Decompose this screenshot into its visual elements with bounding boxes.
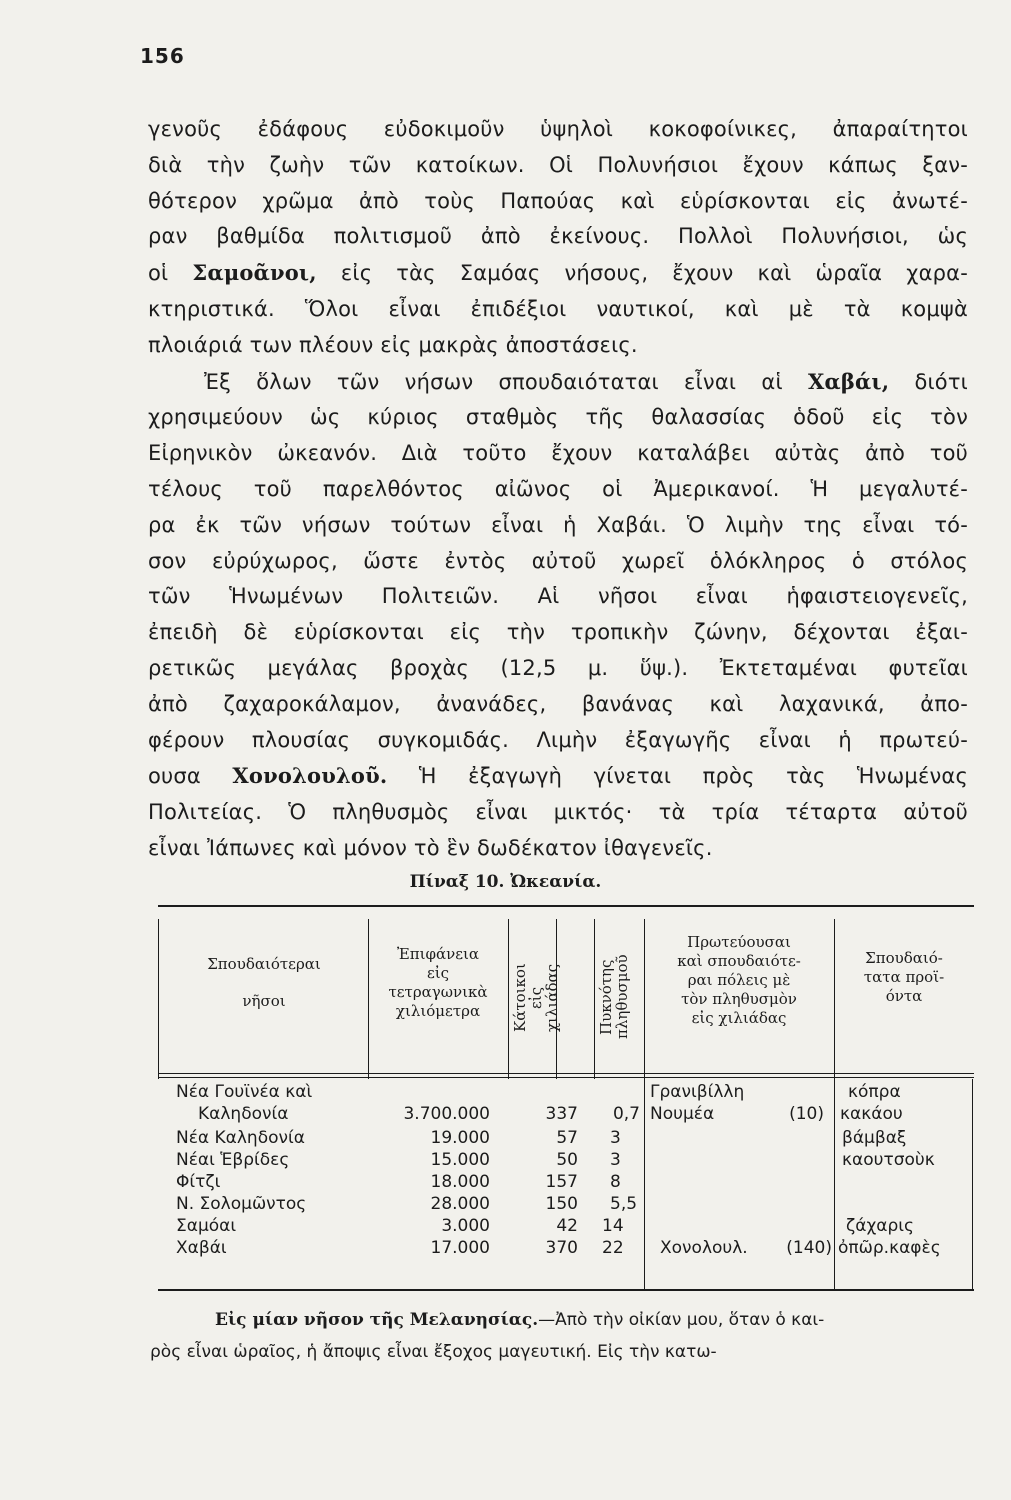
text-fragment: Ἐξ ὅλων τῶν νήσων σπουδαιόταται εἶναι αἱ bbox=[204, 369, 808, 394]
header-line: πληθυσμοῦ bbox=[613, 954, 631, 1040]
header-capitals bbox=[646, 933, 832, 1028]
text-line: γενοῦς ἐδάφους εὐδοκιμοῦν ὑψηλοὶ κοκοφοίνικες, ἀπαραίτητοι bbox=[148, 117, 968, 141]
text-line: Πολιτείας. Ὁ πληθυσμὸς εἶναι μικτός· τὰ τρία τέταρτα αὐτοῦ bbox=[148, 800, 968, 825]
cell-area: 28.000 bbox=[430, 1194, 490, 1214]
table-bottom-rule bbox=[158, 1289, 974, 1291]
column-divider bbox=[508, 919, 509, 1079]
cell-island: Χαβάι bbox=[176, 1238, 227, 1258]
header-line: όντα bbox=[885, 987, 923, 1005]
header-line: Σπουδαιότεραι bbox=[207, 955, 321, 973]
cell-product: κακάου bbox=[840, 1104, 903, 1124]
text-fragment: εἰς τὰς Σαμόας νήσους, ἔχουν καὶ ὡραῖα χαρα- bbox=[316, 261, 968, 286]
cell-area: 15.000 bbox=[430, 1150, 490, 1170]
header-line: τατα προϊ- bbox=[863, 968, 945, 986]
cell-inhabitants: 50 bbox=[556, 1150, 578, 1170]
text-line bbox=[215, 1304, 970, 1336]
text-fragment: —Ἀπὸ τὴν οἰκίαν μου, ὅταν ὁ και- bbox=[538, 1310, 825, 1330]
cell-inhabitants: 42 bbox=[556, 1216, 578, 1236]
text-line: θότερον χρῶμα ἀπὸ τοὺς Παπούας καὶ εὑρίσκονται εἰς ἀνωτέ- bbox=[148, 188, 968, 213]
cell-product: καουτσοὺκ bbox=[842, 1150, 935, 1170]
cell-area: 18.000 bbox=[430, 1172, 490, 1192]
cell-capital: Γρανιβίλλη bbox=[650, 1082, 745, 1102]
header-line: εἰς bbox=[527, 986, 545, 1010]
text-line: Εἰρηνικὸν ὠκεανόν. Διὰ τοῦτο ἔχουν καταλάβει αὐτὰς ἀπὸ τοῦ bbox=[148, 441, 968, 466]
column-divider bbox=[644, 919, 645, 1079]
cell-density: 14 bbox=[602, 1216, 624, 1236]
cell-island: Νέα Γουϊνέα καὶ bbox=[176, 1082, 313, 1102]
header-divider-rule bbox=[158, 1077, 974, 1078]
cell-capital-pop: (10) bbox=[789, 1104, 824, 1124]
column-divider bbox=[594, 919, 595, 1079]
bold-term: Χαβάι, bbox=[807, 368, 890, 394]
text-line: διὰ τὴν ζωὴν τῶν κατοίκων. Οἱ Πολυνήσιοι ἔχουν κάπως ξαν- bbox=[148, 152, 968, 177]
text-line: πλοιάριά των πλέουν εἰς μακρὰς ἀποστάσεις. bbox=[148, 332, 638, 357]
cell-island: Ν. Σολομῶντος bbox=[176, 1194, 307, 1214]
text-line: εἶναι Ἰάπωνες καὶ μόνον τὸ ἓν δωδέκατον ἰθαγενεῖς. bbox=[148, 835, 713, 860]
cell-product: κόπρα bbox=[848, 1082, 901, 1102]
cell-area: 3.700.000 bbox=[403, 1104, 490, 1124]
bold-term: Εἰς μίαν νῆσον τῆς Μελανησίας. bbox=[215, 1310, 539, 1330]
header-line: χιλιάδας bbox=[543, 963, 561, 1033]
header-line: τὸν πληθυσμὸν bbox=[681, 990, 797, 1008]
text-line: ἀπὸ ζαχαροκάλαμον, ἀνανάδες, βανάνας καὶ λαχανικά, ἀπο- bbox=[148, 691, 968, 716]
bold-term: Σαμοᾶνοι, bbox=[192, 260, 317, 286]
ocean-islands-table bbox=[158, 905, 974, 1291]
cell-capital: Νουμέα bbox=[650, 1104, 715, 1124]
cell-area: 17.000 bbox=[430, 1238, 490, 1258]
body-text bbox=[148, 112, 968, 867]
text-line: κτηριστικά. Ὅλοι εἶναι ἐπιδέξιοι ναυτικοί, καὶ μὲ τὰ κομψὰ bbox=[148, 296, 968, 321]
cell-density: 8 bbox=[610, 1172, 621, 1192]
cell-island: Φίτζι bbox=[176, 1172, 221, 1192]
cell-capital-pop: (140) bbox=[786, 1238, 832, 1258]
text-line: χρησιμεύουν ὡς κύριος σταθμὸς τῆς θαλασσίας ὁδοῦ εἰς τὸν bbox=[148, 405, 968, 430]
header-line: Πρωτεύουσαι bbox=[687, 933, 791, 951]
text-line: τῶν Ἡνωμένων Πολιτειῶν. Αἱ νῆσοι εἶναι ἡφαιστειογενεῖς, bbox=[148, 584, 968, 609]
text-line: σον εὐρύχωρος, ὥστε ἐντὸς αὐτοῦ χωρεῖ ὁλόκληρος ὁ στόλος bbox=[148, 548, 968, 573]
header-inhabitants bbox=[511, 933, 561, 1063]
column-divider bbox=[834, 919, 835, 1079]
cell-inhabitants: 57 bbox=[556, 1128, 578, 1148]
cell-capital: Χονολουλ. bbox=[660, 1238, 748, 1258]
cell-inhabitants: 150 bbox=[545, 1194, 578, 1214]
cell-island: Σαμόαι bbox=[176, 1216, 237, 1236]
cell-inhabitants: 157 bbox=[545, 1172, 578, 1192]
text-line bbox=[148, 758, 968, 795]
text-fragment: ουσα bbox=[148, 764, 233, 789]
cell-island: Νέα Καληδονία bbox=[176, 1128, 305, 1148]
text-fragment: Ἡ ἐξαγωγὴ γίνεται πρὸς τὰς Ἡνωμένας bbox=[387, 764, 969, 789]
page-number: 156 bbox=[140, 44, 185, 68]
header-islands bbox=[162, 955, 366, 1011]
text-line: τέλους τοῦ παρελθόντος αἰῶνος οἱ Ἀμερικανοί. Ἡ μεγαλυτέ- bbox=[148, 476, 968, 501]
cell-product: ζάχαρις bbox=[846, 1216, 914, 1236]
text-line: ρα ἐκ τῶν νήσων τούτων εἶναι ἡ Χαβάι. Ὁ λιμὴν της εἶναι τό- bbox=[148, 512, 968, 537]
header-line: εἰς χιλιάδας bbox=[691, 1009, 787, 1027]
table-caption: Πίναξ 10. Ὠκεανία. bbox=[409, 872, 602, 892]
header-divider-rule bbox=[158, 1073, 974, 1074]
column-divider bbox=[158, 919, 159, 1079]
text-line: ραν βαθμίδα πολιτισμοῦ ἀπὸ ἐκείνους. Πολλοὶ Πολυνήσιοι, ὡς bbox=[148, 224, 968, 249]
header-products bbox=[836, 949, 972, 1006]
header-density bbox=[598, 929, 638, 1065]
header-area bbox=[370, 945, 506, 1021]
cell-island: Καληδονία bbox=[198, 1104, 289, 1124]
header-line: ραι πόλεις μὲ bbox=[687, 971, 791, 989]
text-line: φέρουν πλουσίας συγκομιδάς. Λιμὴν ἐξαγωγῆς εἶναι ἡ πρωτεύ- bbox=[148, 727, 968, 752]
text-fragment: διότι bbox=[889, 369, 968, 394]
header-line: νῆσοι bbox=[242, 992, 286, 1010]
text-line: ρὸς εἶναι ὡραῖος, ἡ ἄποψις εἶναι ἔξοχος μαγευτική. Εἰς τὴν κατω- bbox=[150, 1342, 717, 1362]
cell-density: 3 bbox=[610, 1150, 621, 1170]
cell-density: 0,7 bbox=[612, 1104, 640, 1124]
cell-density: 22 bbox=[602, 1238, 624, 1258]
text-line: ἐπειδὴ δὲ εὑρίσκονται εἰς τὴν τροπικὴν ζώνην, δέχονται ἐξαι- bbox=[148, 620, 968, 645]
column-divider bbox=[834, 1079, 835, 1289]
header-line: χιλιόμετρα bbox=[395, 1002, 481, 1020]
table-top-rule bbox=[158, 905, 974, 907]
cell-density: 5,5 bbox=[610, 1194, 638, 1214]
header-line: τετραγωνικὰ bbox=[388, 983, 488, 1001]
cell-area: 3.000 bbox=[441, 1216, 490, 1236]
header-line: Σπουδαιό- bbox=[865, 949, 943, 967]
footer-text bbox=[150, 1304, 970, 1368]
cell-area: 19.000 bbox=[430, 1128, 490, 1148]
header-line: εἰς bbox=[426, 964, 450, 982]
text-line bbox=[148, 255, 968, 292]
text-fragment: οἱ bbox=[148, 261, 193, 286]
column-divider bbox=[644, 1079, 645, 1289]
text-line: ρετικῶς μεγάλας βροχὰς (12,5 μ. ὕψ.). Ἐκτεταμέναι φυτεῖαι bbox=[148, 655, 968, 680]
cell-inhabitants: 337 bbox=[545, 1104, 578, 1124]
cell-product: βάμβαξ bbox=[842, 1128, 907, 1148]
cell-island: Νέαι Ἑβρίδες bbox=[176, 1150, 290, 1170]
text-line bbox=[148, 364, 968, 401]
header-line: Πυκνότης bbox=[597, 959, 615, 1035]
header-line: Κάτοικοι bbox=[511, 963, 529, 1033]
column-divider bbox=[972, 1079, 973, 1289]
header-line: καὶ σπουδαιότε- bbox=[677, 952, 801, 970]
column-divider bbox=[368, 919, 369, 1079]
cell-product: ὀπῶρ.καφὲς bbox=[838, 1238, 941, 1258]
cell-density: 3 bbox=[610, 1128, 621, 1148]
cell-inhabitants: 370 bbox=[545, 1238, 578, 1258]
header-line: Ἐπιφάνεια bbox=[396, 945, 480, 963]
bold-term: Χονολουλοῦ. bbox=[232, 763, 388, 789]
